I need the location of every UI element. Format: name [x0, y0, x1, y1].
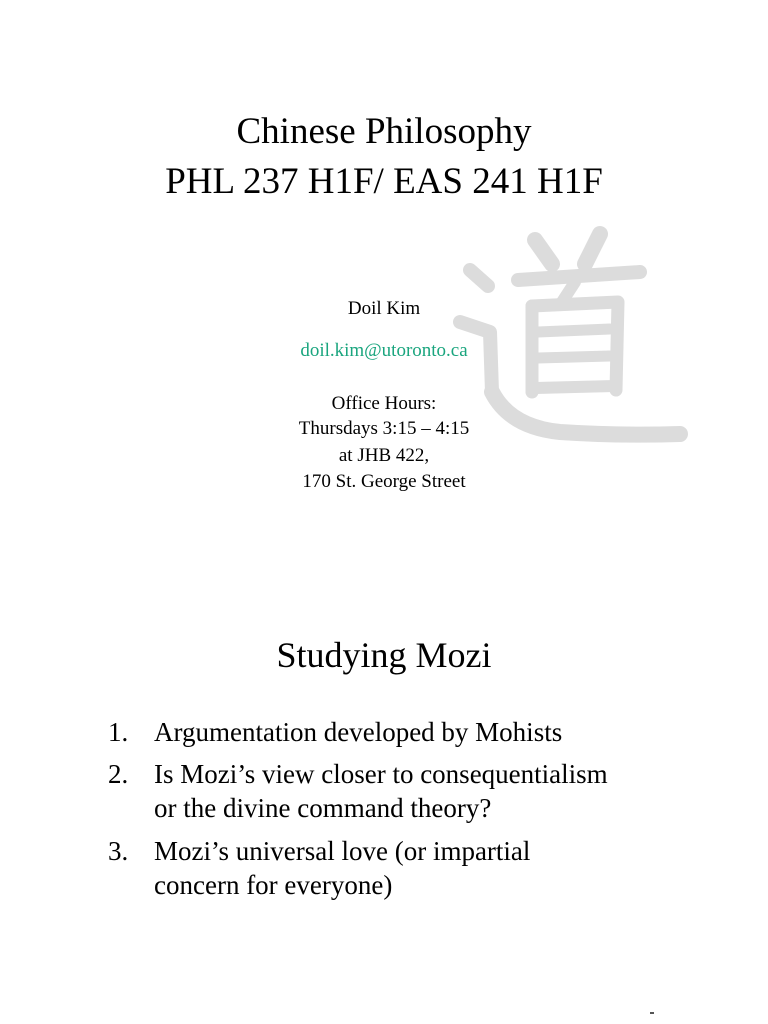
list-item-text: or the divine command theory? [154, 793, 492, 823]
list-item-text: concern for everyone) [154, 870, 393, 900]
list-item-text: Argumentation developed by Mohists [154, 717, 563, 747]
office-hours-street: 170 St. George Street [302, 471, 466, 492]
page-mark [650, 1012, 654, 1014]
office-hours-room: at JHB 422, [338, 445, 430, 466]
course-code: PHL 237 H1F/ EAS 241 H1F [165, 161, 603, 202]
slide-title: Studying Mozi [276, 635, 492, 675]
instructor-name: Doil Kim [347, 298, 421, 319]
list-item-number: 2. [108, 759, 129, 789]
email-link[interactable]: doil.kim@utoronto.ca [300, 340, 468, 361]
instructor-email [0, 340, 768, 362]
office-hours-time: Thursdays 3:15 – 4:15 [298, 418, 470, 439]
list-item-text: Mozi’s universal love (or impartial [154, 836, 531, 866]
list-item-number: 1. [108, 717, 129, 747]
list-item-text: Is Mozi’s view closer to consequentialism [154, 759, 608, 789]
list-item-number: 3. [108, 836, 129, 866]
course-title: Chinese Philosophy [236, 111, 532, 152]
office-hours-label: Office Hours: [331, 393, 437, 414]
